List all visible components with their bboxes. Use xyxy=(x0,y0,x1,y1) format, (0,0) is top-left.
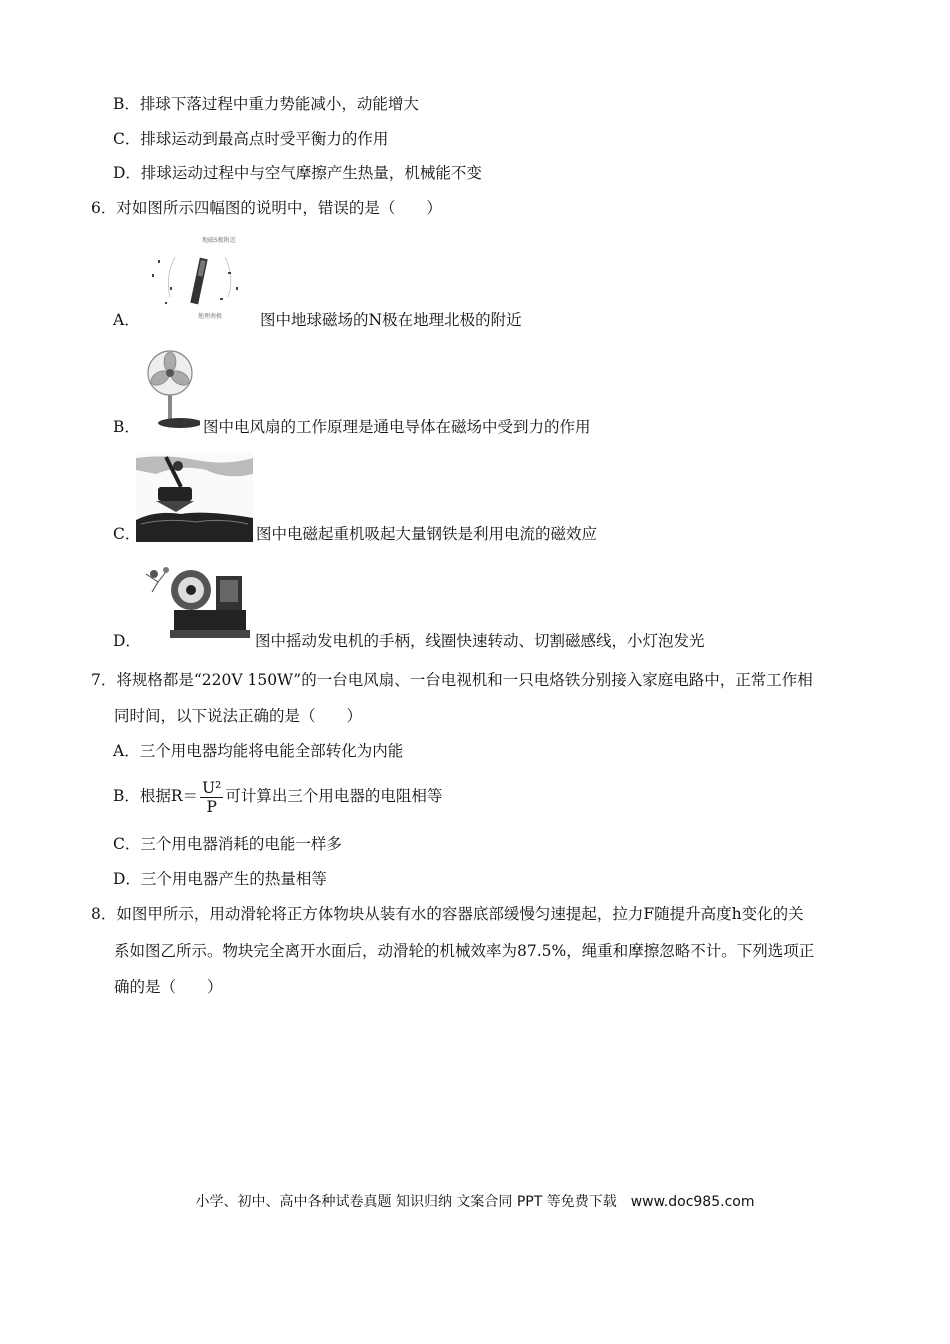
electromagnetic-crane-figure xyxy=(136,452,253,542)
q8-stem-line1: 8．如图甲所示，用动滑轮将正方体物块从装有水的容器底部缓慢匀速提起，拉力F随提升高度h变化的关 xyxy=(91,905,804,923)
q5-option-b: B．排球下落过程中重力势能减小，动能增大 xyxy=(113,95,419,113)
figure-label-geomagnetic-s: 地磁S极附近 xyxy=(202,237,236,244)
q5-option-d: D．排球运动过程中与空气摩擦产生热量，机械能不变 xyxy=(113,164,482,182)
q5-option-c: C．排球运动到最高点时受平衡力的作用 xyxy=(113,130,389,148)
q8-stem-line3: 确的是（ ） xyxy=(114,978,223,996)
hand-generator-figure xyxy=(136,562,252,644)
q7-option-b-prefix: B．根据R＝ xyxy=(113,787,199,805)
electric-fan-figure xyxy=(140,345,200,433)
geomagnetic-field-figure xyxy=(140,232,255,324)
q6-stem: 6．对如图所示四幅图的说明中，错误的是（ ） xyxy=(91,199,442,217)
q8-stem-line2: 系如图乙所示。物块完全离开水面后，动滑轮的机械效率为87.5%，绳重和摩擦忽略不计。下列选项正 xyxy=(114,942,815,960)
formula-denominator: P xyxy=(206,797,217,816)
q7-option-d: D．三个用电器产生的热量相等 xyxy=(113,870,327,888)
q7-stem-line1: 7．将规格都是“220V 150W”的一台电风扇、一台电视机和一只电烙铁分别接入家庭电路中，正常工作相 xyxy=(91,671,813,689)
q7-option-b-suffix: 可计算出三个用电器的电阻相等 xyxy=(225,787,443,805)
q6-option-d-text: 图中摇动发电机的手柄，线圈快速转动、切割磁感线，小灯泡发光 xyxy=(255,632,705,650)
q6-option-b-text: 图中电风扇的工作原理是通电导体在磁场中受到力的作用 xyxy=(203,418,591,436)
q6-option-c-text: 图中电磁起重机吸起大量钢铁是利用电流的磁效应 xyxy=(256,525,598,543)
q7-stem-line2: 同时间，以下说法正确的是（ ） xyxy=(114,707,363,725)
q6-option-a-text: 图中地球磁场的N极在地理北极的附近 xyxy=(260,311,522,329)
q7-option-c: C．三个用电器消耗的电能一样多 xyxy=(113,835,342,853)
q6-option-c-label: C． xyxy=(113,525,141,543)
q7-option-a: A．三个用电器均能将电能全部转化为内能 xyxy=(113,742,404,760)
q6-option-a-label: A． xyxy=(113,311,140,329)
power-formula-fraction xyxy=(200,779,223,816)
q7-option-b xyxy=(113,776,442,816)
formula-numerator: U² xyxy=(202,778,222,797)
page-footer: 小学、初中、高中各种试卷真题 知识归纳 文案合同 PPT 等免费下载 www.doc985.com xyxy=(195,1194,755,1210)
figure-label-geographic-south: 地理南极 xyxy=(198,313,223,320)
q6-option-d-label: D． xyxy=(113,632,141,650)
q6-option-b-label: B． xyxy=(113,418,140,436)
